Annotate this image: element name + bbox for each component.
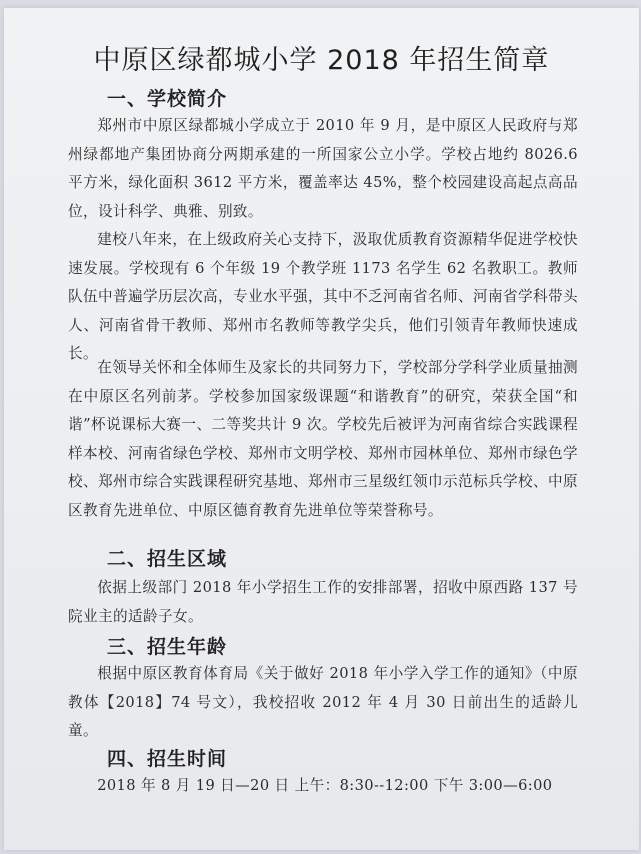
intro-paragraph-3: 在领导关怀和全体师生及家长的共同努力下，学校部分学科学业质量抽测在中原区名列前茅。学校参加国家级课题“和谐教育”的研究，荣获全国“和谐”杯说课标大赛一、二等奖共计 9 次。学校先后被评为河南省综合实践课程样本校、河南省绿色学校、郑州市文明学校、郑州市园林单位、郑州市绿色学校、郑州市综合实践课程研究基地、郑州市三星级红领巾示范标兵学校、中原区教育先进单位、中原区德育教育先进单位等荣誉称号。 (68, 359, 578, 519)
enrollment-time-paragraph: 2018 年 8 月 19 日—20 日 上午：8:30--12:00 下午 3:00—6:00 (97, 777, 553, 794)
enrollment-area-paragraph: 依据上级部门 2018 年小学招生工作的安排部署，招收中原西路 137 号院业主的适龄子女。 (68, 579, 578, 625)
section-heading-enrollment-area: 二、招生区域 (107, 548, 228, 570)
section-heading-school-intro: 一、学校简介 (107, 88, 228, 110)
document-page (4, 8, 639, 850)
section-heading-enrollment-age: 三、招生年龄 (107, 636, 228, 658)
intro-paragraph-2: 建校八年来，在上级政府关心支持下，汲取优质教育资源精华促进学校快速发展。学校现有 6 个年级 19 个教学班 1173 名学生 62 名教职工。教师队伍中普遍学历层次高，专业水平强，其中不乏河南省名师、河南省学科带头人、河南省骨干教师、郑州市名教师等教学尖兵，他们引领青年教师快速成长。 (68, 231, 578, 363)
document-title: 中原区绿都城小学 2018 年招生简章 (93, 45, 550, 76)
intro-paragraph-1: 郑州市中原区绿都城小学成立于 2010 年 9 月，是中原区人民政府与郑州绿都地产集团协商分两期承建的一所国家公立小学。学校占地约 8026.6 平方米，绿化面积 3612 平方米，覆盖率达 45%，整个校园建设高起点高品位，设计科学、典雅、别致。 (68, 117, 578, 220)
section-heading-enrollment-time: 四、招生时间 (107, 748, 228, 770)
enrollment-age-paragraph: 根据中原区教育体育局《关于做好 2018 年小学入学工作的通知》（中原教体【2018】74 号文），我校招收 2012 年 4 月 30 日前出生的适龄儿童。 (68, 665, 578, 740)
